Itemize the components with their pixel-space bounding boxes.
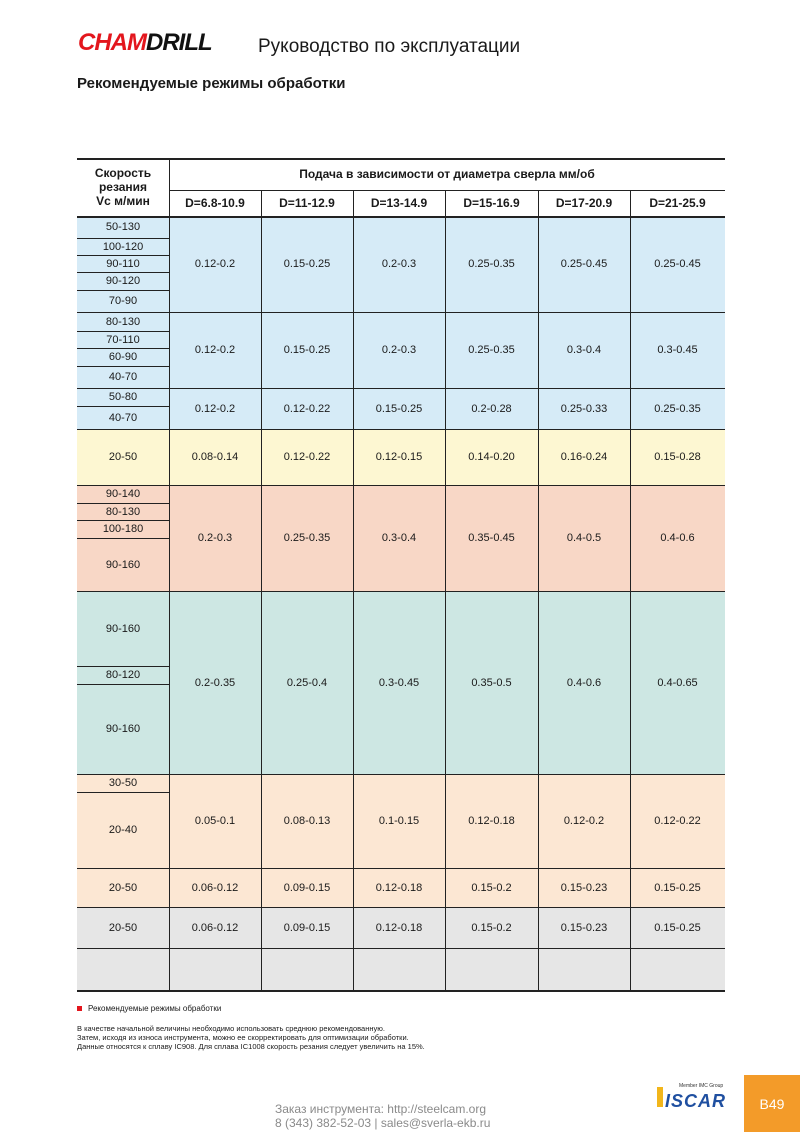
feed-cell: 0.06-0.12 xyxy=(191,881,239,894)
feed-cell: 0.15-0.23 xyxy=(560,921,608,934)
feed-cell: 0.25-0.45 xyxy=(654,258,701,270)
table-rule xyxy=(169,158,170,991)
table-rule xyxy=(77,238,169,239)
feed-cell: 0.15-0.25 xyxy=(375,402,423,415)
feed-cell: 0.12-0.18 xyxy=(375,921,423,934)
logo-cham: CHAM xyxy=(78,29,146,56)
feed-cell: 0.25-0.4 xyxy=(286,676,328,689)
speed-cell: 20-50 xyxy=(108,921,138,934)
feed-cell: 0.3-0.4 xyxy=(381,532,417,544)
feed-cell: 0.15-0.28 xyxy=(654,451,701,463)
header-title: Руководство по эксплуатации xyxy=(258,36,521,57)
feed-cell xyxy=(445,948,538,991)
feed-cell: 0.25-0.33 xyxy=(560,402,608,415)
feed-cell: 0.4-0.65 xyxy=(657,676,698,689)
feed-cell: 0.25-0.35 xyxy=(468,344,515,356)
speed-cell: 80-130 xyxy=(105,505,141,518)
feed-cell: 0.15-0.2 xyxy=(471,881,512,894)
feed-cell: 0.25-0.45 xyxy=(560,258,608,270)
table-rule xyxy=(261,190,262,991)
feed-cell: 0.15-0.25 xyxy=(283,258,331,270)
feed-cell: 0.14-0.20 xyxy=(468,451,515,463)
notes xyxy=(77,1024,425,1051)
speed-cell xyxy=(77,948,169,991)
table-rule xyxy=(77,216,725,218)
iscar-wordmark: ISCAR xyxy=(665,1091,727,1111)
table-rule xyxy=(77,990,725,992)
table-rule xyxy=(77,348,169,349)
feed-cell xyxy=(169,948,261,991)
feed-cell: 0.08-0.14 xyxy=(191,451,239,463)
speed-cell: 50-80 xyxy=(108,391,138,403)
feed-cell: 0.12-0.2 xyxy=(194,258,236,270)
table-rule xyxy=(77,520,169,521)
speed-cell: 90-120 xyxy=(105,275,141,287)
speed-cell: 40-70 xyxy=(108,411,138,424)
table-rule xyxy=(77,158,725,160)
speed-cell: 80-130 xyxy=(105,315,141,328)
table-rule xyxy=(77,948,725,949)
feed-cell: 0.12-0.22 xyxy=(654,815,701,827)
table-rule xyxy=(77,684,169,685)
footer xyxy=(275,1102,490,1130)
speed-cell: 40-70 xyxy=(108,371,138,383)
feed-cell: 0.15-0.25 xyxy=(283,344,331,356)
feed-cell: 0.09-0.15 xyxy=(283,881,331,894)
iscar-member-text: Member IMC Group xyxy=(679,1083,724,1089)
feed-cell xyxy=(353,948,445,991)
feed-cell: 0.4-0.6 xyxy=(566,676,602,689)
table-rule xyxy=(353,190,354,991)
speed-cell: 90-140 xyxy=(105,488,141,500)
iscar-logo xyxy=(657,1083,729,1111)
speed-cell: 80-120 xyxy=(105,669,141,681)
speed-cell: 60-90 xyxy=(108,351,138,363)
table-rule xyxy=(538,190,539,991)
table-rule xyxy=(77,312,725,313)
feed-cell: 0.4-0.5 xyxy=(566,532,602,544)
speed-cell: 90-110 xyxy=(106,257,140,270)
speed-cell: 90-160 xyxy=(105,622,141,635)
page-number: B49 xyxy=(744,1075,800,1132)
feed-cell: 0.25-0.35 xyxy=(654,402,701,415)
cutting-conditions-table xyxy=(77,158,725,991)
table-rule xyxy=(77,331,169,332)
feed-header: Подача в зависимости от диаметра сверла мм/об xyxy=(169,158,725,190)
table-rule xyxy=(77,774,725,775)
section-title: Рекомендуемые режимы обработки xyxy=(77,75,346,92)
table-rule xyxy=(630,190,631,991)
diameter-header: D=13-14.9 xyxy=(353,190,445,216)
table-rule xyxy=(77,666,169,667)
note-line: В качестве начальной величины необходимо использовать среднюю рекомендованную. xyxy=(77,1024,385,1033)
iscar-mark-icon xyxy=(657,1087,663,1107)
table-rule xyxy=(77,388,725,389)
speed-cell: 50-130 xyxy=(105,221,141,233)
feed-cell xyxy=(538,948,630,991)
feed-cell: 0.12-0.15 xyxy=(375,451,423,463)
feed-cell: 0.35-0.5 xyxy=(471,676,512,689)
speed-header: Скорость резания Vc м/мин xyxy=(77,158,169,216)
feed-cell: 0.2-0.3 xyxy=(381,344,417,356)
feed-cell: 0.06-0.12 xyxy=(191,921,239,934)
table-rule xyxy=(77,792,169,793)
diameter-header: D=15-16.9 xyxy=(445,190,538,216)
table-rule xyxy=(77,538,169,539)
note-line: Данные относятся к сплаву IC908. Для сплава IC1008 скорость резания следует увеличить на 15%. xyxy=(77,1042,425,1051)
feed-cell: 0.08-0.13 xyxy=(283,815,331,827)
feed-cell: 0.4-0.6 xyxy=(660,532,695,544)
feed-cell: 0.12-0.2 xyxy=(194,344,236,356)
feed-cell xyxy=(630,948,725,991)
feed-cell: 0.15-0.2 xyxy=(471,921,512,934)
feed-cell: 0.2-0.3 xyxy=(381,258,417,270)
feed-cell: 0.3-0.4 xyxy=(566,344,602,356)
table-rule xyxy=(77,272,169,273)
footer-contacts[interactable]: 8 (343) 382-52-03 | sales@sverla-ekb.ru xyxy=(275,1116,491,1130)
feed-cell: 0.25-0.35 xyxy=(283,532,331,544)
feed-cell: 0.15-0.23 xyxy=(560,881,608,894)
feed-cell: 0.15-0.25 xyxy=(654,881,701,894)
table-rule xyxy=(77,503,169,504)
footer-order-link[interactable]: Заказ инструмента: http://steelcam.org xyxy=(275,1102,487,1116)
speed-cell: 90-160 xyxy=(105,723,141,735)
speed-cell: 20-40 xyxy=(108,824,138,836)
table-rule xyxy=(77,366,169,367)
chamdrill-logo xyxy=(78,30,212,56)
feed-cell: 0.12-0.2 xyxy=(194,402,236,415)
legend-text: Рекомендуемые режимы обработки xyxy=(88,1004,222,1013)
feed-cell: 0.12-0.22 xyxy=(283,451,331,463)
table-rule xyxy=(77,868,725,869)
speed-cell: 70-110 xyxy=(106,333,140,346)
speed-cell: 30-50 xyxy=(108,777,138,789)
diameter-header: D=21-25.9 xyxy=(630,190,725,216)
feed-cell: 0.15-0.25 xyxy=(654,921,701,934)
table-rule xyxy=(77,255,169,256)
table-rule xyxy=(77,591,725,592)
speed-cell: 100-180 xyxy=(102,523,144,535)
table-rule xyxy=(169,190,725,191)
feed-cell xyxy=(261,948,353,991)
diameter-header: D=17-20.9 xyxy=(538,190,630,216)
legend-marker-icon xyxy=(77,1006,82,1011)
feed-cell: 0.12-0.18 xyxy=(468,815,515,827)
feed-cell: 0.12-0.2 xyxy=(563,815,605,827)
table-rule xyxy=(77,290,169,291)
table-rule xyxy=(77,429,725,430)
table-rule xyxy=(77,406,169,407)
note-line: Затем, исходя из износа инструмента, можно ее скорректировать для оптимизации обработки. xyxy=(77,1033,409,1042)
table-rule xyxy=(77,485,725,486)
table-rule xyxy=(77,907,725,908)
feed-cell: 0.05-0.1 xyxy=(194,815,236,827)
feed-cell: 0.12-0.22 xyxy=(283,402,331,415)
logo-drill: DRILL xyxy=(146,29,212,56)
feed-cell: 0.3-0.45 xyxy=(378,676,420,689)
speed-cell: 90-160 xyxy=(105,558,141,571)
speed-cell: 100-120 xyxy=(102,240,144,253)
diameter-header: D=6.8-10.9 xyxy=(169,190,261,216)
feed-cell: 0.09-0.15 xyxy=(283,921,331,934)
feed-cell: 0.25-0.35 xyxy=(468,258,515,270)
speed-cell: 20-50 xyxy=(108,451,138,463)
feed-cell: 0.2-0.3 xyxy=(197,532,233,544)
feed-cell: 0.2-0.28 xyxy=(471,402,512,415)
feed-cell: 0.3-0.45 xyxy=(657,344,698,356)
feed-cell: 0.2-0.35 xyxy=(194,676,236,689)
feed-cell: 0.12-0.18 xyxy=(375,881,423,894)
diameter-header: D=11-12.9 xyxy=(261,190,353,216)
feed-cell: 0.16-0.24 xyxy=(560,451,608,463)
speed-cell: 70-90 xyxy=(108,295,138,307)
feed-cell: 0.1-0.15 xyxy=(378,815,420,827)
feed-cell: 0.35-0.45 xyxy=(468,532,515,544)
speed-cell: 20-50 xyxy=(108,881,138,894)
table-rule xyxy=(445,190,446,991)
legend xyxy=(77,1004,221,1013)
